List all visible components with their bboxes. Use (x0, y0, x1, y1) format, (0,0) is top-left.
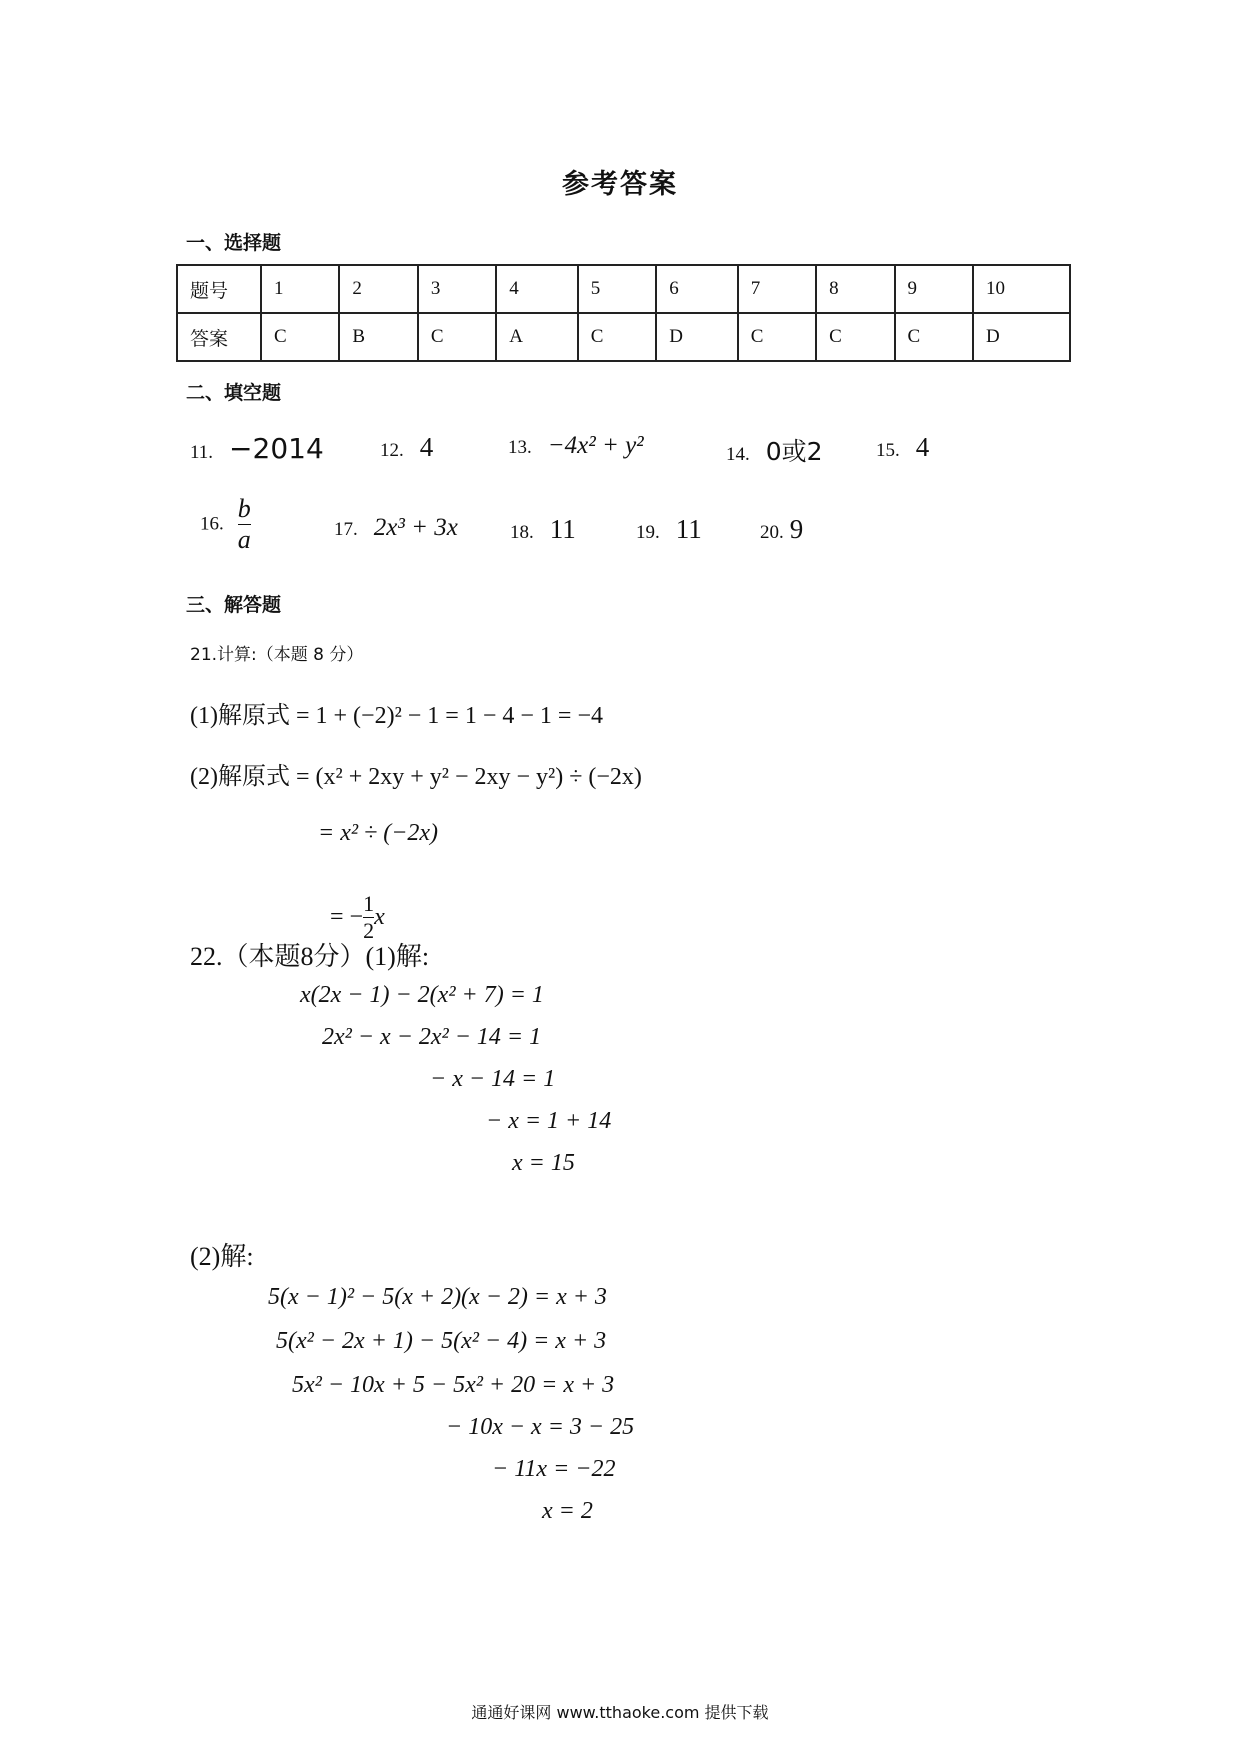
table-cell-number: 5 (578, 265, 656, 313)
table-cell-number: 7 (738, 265, 816, 313)
choice-answer-table (176, 264, 1071, 362)
table-cell-answer: C (816, 313, 894, 361)
table-cell-number: 9 (895, 265, 973, 313)
q21-step3: = − $\frac{1}{2}$ x (330, 891, 385, 943)
q22-part2-step: 5x² − 10x + 5 − 5x² + 20 = x + 3 (292, 1372, 615, 1398)
fraction-b-over-a: $\frac{b}{a}$ (237, 494, 251, 554)
fill-answer-16: 16. $\frac{b}{a}$ (200, 494, 251, 554)
table-cell-number: 10 (973, 265, 1070, 313)
table-cell-number: 8 (816, 265, 894, 313)
table-cell-number: 1 (261, 265, 339, 313)
fill-answer-11: 11. −2014 (190, 432, 324, 465)
fill-answer-14: 14. 0或2 (726, 437, 823, 466)
q22-step: − x − 14 = 1 (430, 1066, 556, 1092)
fraction-one-half: $\frac{1}{2}$ (363, 891, 375, 943)
table-cell-answer: A (496, 313, 578, 361)
q22-heading: 22.（本题8分）(1)解: (190, 942, 430, 971)
table-cell-answer: D (656, 313, 738, 361)
table-cell-number: 6 (656, 265, 738, 313)
q22-step: x(2x − 1) − 2(x² + 7) = 1 (300, 982, 544, 1008)
q21-step2: = x² ÷ (−2x) (318, 820, 439, 846)
table-cell-answer: C (578, 313, 656, 361)
table-cell-answer: C (261, 313, 339, 361)
page-title: 参考答案 (562, 169, 678, 200)
table-row-answers (177, 313, 1070, 361)
table-cell-number: 3 (418, 265, 496, 313)
table-cell-number: 2 (339, 265, 417, 313)
q22-step: − x = 1 + 14 (486, 1108, 612, 1134)
table-cell-answer: D (973, 313, 1070, 361)
fill-answer-15: 15. 4 (876, 432, 930, 462)
q22-part2-step: 5(x − 1)² − 5(x + 2)(x − 2) = x + 3 (268, 1284, 607, 1310)
q22-part2-step: x = 2 (542, 1498, 593, 1524)
q22-step: x = 15 (512, 1150, 575, 1176)
q22-part2-heading: (2)解: (190, 1242, 254, 1271)
table-cell-answer: C (418, 313, 496, 361)
table-header-label: 题号 (177, 265, 261, 313)
table-cell-number: 4 (496, 265, 578, 313)
fill-answer-13: 13. −4x² + y² (508, 432, 644, 459)
q22-part2-step: 5(x² − 2x + 1) − 5(x² − 4) = x + 3 (276, 1328, 607, 1354)
section-choice-heading: 一、选择题 (186, 232, 282, 254)
q21-heading: 21.计算:（本题 8 分） (190, 645, 364, 665)
table-row-numbers (177, 265, 1070, 313)
section-fill-heading: 二、填空题 (186, 382, 282, 404)
fill-answer-17: 17. 2x³ + 3x (334, 514, 458, 541)
q22-part2-step: − 10x − x = 3 − 25 (446, 1414, 635, 1440)
q22-part2-step: − 11x = −22 (492, 1456, 616, 1482)
section-solve-heading: 三、解答题 (186, 594, 282, 616)
table-answer-label: 答案 (177, 313, 261, 361)
fill-answer-19: 19. 11 (636, 514, 702, 544)
table-cell-answer: C (738, 313, 816, 361)
table-cell-answer: C (895, 313, 973, 361)
fill-answer-12: 12. 4 (380, 432, 434, 462)
q21-part1: (1)解原式 = 1 + (−2)² − 1 = 1 − 4 − 1 = −4 (190, 703, 603, 729)
table-cell-answer: B (339, 313, 417, 361)
fill-answer-20: 20. 9 (760, 514, 804, 544)
q21-part2: (2)解原式 = (x² + 2xy + y² − 2xy − y²) ÷ (−2x) (190, 764, 642, 790)
fill-answer-18: 18. 11 (510, 514, 576, 544)
page-footer: 通通好课网 www.tthaoke.com 提供下载 (471, 1703, 769, 1722)
q22-step: 2x² − x − 2x² − 14 = 1 (322, 1024, 542, 1050)
